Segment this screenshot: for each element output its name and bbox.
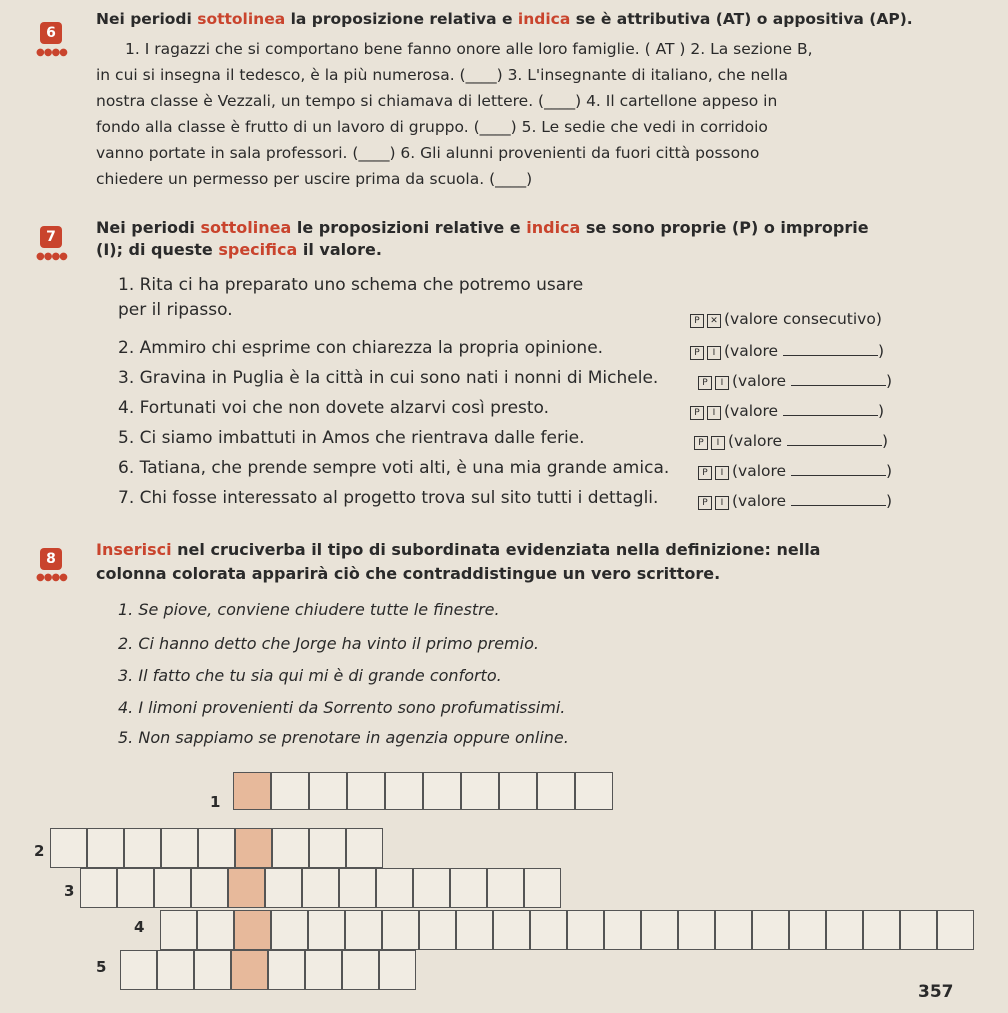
close-paren: ) <box>878 342 885 360</box>
crossword-cell[interactable] <box>233 772 271 810</box>
ex7-item-5: 5. Ci siamo imbattuti in Amos che rientrava dalle ferie. <box>118 428 585 448</box>
crossword-cell[interactable] <box>272 828 309 868</box>
crossword-cell[interactable] <box>493 910 530 950</box>
crossword-cell[interactable] <box>198 828 235 868</box>
valore-label: (valore <box>728 432 783 450</box>
crossword-cell[interactable] <box>271 910 308 950</box>
ex7-item-6: 6. Tatiana, che prende sempre voti alti, è una mia grande amica. <box>118 458 670 478</box>
crossword-cell[interactable] <box>487 868 524 908</box>
close-paren: ) <box>886 372 893 390</box>
crossword-cell[interactable] <box>308 910 345 950</box>
crossword-row-label-1: 1 <box>210 793 221 811</box>
checkbox-improprie[interactable]: I <box>707 346 721 360</box>
ex7-item-7: 7. Chi fosse interessato al progetto trova sul sito tutti i dettagli. <box>118 488 659 508</box>
ex7-item-3-answer <box>698 372 892 390</box>
ex7-item-7-answer <box>698 492 892 510</box>
valore-label: (valore <box>724 342 779 360</box>
crossword-cell[interactable] <box>604 910 641 950</box>
crossword-cell[interactable] <box>346 828 383 868</box>
crossword-cell[interactable] <box>80 868 117 908</box>
ex6-line-4: fondo alla classe è frutto di un lavoro di gruppo. (____) 5. Le sedie che vedi in corridoio <box>96 118 768 136</box>
heading-keyword: indica <box>526 218 581 237</box>
crossword-row-label-4: 4 <box>134 918 145 936</box>
crossword-cell[interactable] <box>900 910 937 950</box>
checkbox-improprie[interactable]: I <box>715 466 729 480</box>
ex6-line-2: in cui si insegna il tedesco, è la più numerosa. (____) 3. L'insegnante di italiano, che nella <box>96 66 788 84</box>
crossword-cell[interactable] <box>379 950 416 990</box>
close-paren: ) <box>878 402 885 420</box>
crossword-cell[interactable] <box>342 950 379 990</box>
heading-keyword: specifica <box>218 240 298 259</box>
crossword-cell[interactable] <box>194 950 231 990</box>
ex8-definition-5: 5. Non sappiamo se prenotare in agenzia oppure online. <box>118 728 569 747</box>
crossword-cell[interactable] <box>789 910 826 950</box>
valore-blank[interactable] <box>783 415 878 416</box>
valore-blank[interactable] <box>787 445 882 446</box>
heading-part: nel cruciverba il tipo di subordinata evidenziata nella definizione: nella <box>171 540 821 559</box>
crossword-cell[interactable] <box>376 868 413 908</box>
crossword-cell[interactable] <box>678 910 715 950</box>
crossword-cell[interactable] <box>423 772 461 810</box>
valore-label: (valore <box>732 372 787 390</box>
crossword-cell[interactable] <box>752 910 789 950</box>
checkbox-improprie[interactable]: I <box>707 406 721 420</box>
checkbox-improprie[interactable]: I <box>715 376 729 390</box>
crossword-cell[interactable] <box>937 910 974 950</box>
checkbox-improprie[interactable]: I <box>715 496 729 510</box>
ex8-definition-3: 3. Il fatto che tu sia qui mi è di grande conforto. <box>118 666 502 685</box>
close-paren: ) <box>886 492 893 510</box>
page-number: 357 <box>918 982 954 1002</box>
crossword-row-label-5: 5 <box>96 958 107 976</box>
valore-blank[interactable] <box>791 505 886 506</box>
crossword-cell[interactable] <box>450 868 487 908</box>
exercise-6-heading <box>96 10 913 28</box>
ex7-item-2: 2. Ammiro chi esprime con chiarezza la propria opinione. <box>118 338 604 358</box>
crossword-cell[interactable] <box>265 868 302 908</box>
answer-value: (valore consecutivo) <box>724 310 882 328</box>
crossword-cell[interactable] <box>268 950 305 990</box>
heading-part: (I); di queste <box>96 240 219 259</box>
checkbox-proprie[interactable]: P <box>694 436 708 450</box>
crossword-cell[interactable] <box>413 868 450 908</box>
heading-part: le proposizioni relative e <box>291 218 527 237</box>
crossword-cell[interactable] <box>234 910 271 950</box>
crossword-cell[interactable] <box>575 772 613 810</box>
difficulty-dots-icon: ●●●● <box>36 572 67 583</box>
checkbox-proprie[interactable]: P <box>698 466 712 480</box>
exercise-6-badge: 6 <box>40 22 62 44</box>
crossword-cell[interactable] <box>524 868 561 908</box>
ex6-line-3: nostra classe è Vezzali, un tempo si chiamava di lettere. (____) 4. Il cartellone appeso in <box>96 92 778 110</box>
crossword-cell[interactable] <box>419 910 456 950</box>
crossword-row-label-2: 2 <box>34 842 45 860</box>
heading-part: se sono proprie (P) o improprie <box>580 218 869 237</box>
crossword-cell[interactable] <box>382 910 419 950</box>
crossword-cell[interactable] <box>309 828 346 868</box>
heading-part: Nei periodi <box>96 10 198 28</box>
crossword-cell[interactable] <box>120 950 157 990</box>
crossword-cell[interactable] <box>87 828 124 868</box>
exercise-7-badge: 7 <box>40 226 62 248</box>
ex7-item-5-answer <box>694 432 888 450</box>
crossword-cell[interactable] <box>499 772 537 810</box>
ex7-item-6-answer <box>698 462 892 480</box>
ex7-item-1-line-1: 1. Rita ci ha preparato uno schema che potremo usare <box>118 275 584 295</box>
heading-part: Nei periodi <box>96 218 201 237</box>
crossword-cell[interactable] <box>117 868 154 908</box>
valore-label: (valore <box>732 492 787 510</box>
ex6-line-1: 1. I ragazzi che si comportano bene fanno onore alle loro famiglie. ( AT ) 2. La sezione B, <box>125 40 813 58</box>
ex7-item-4-answer <box>690 402 884 420</box>
crossword-cell[interactable] <box>567 910 604 950</box>
ex6-line-6: chiedere un permesso per uscire prima da scuola. (____) <box>96 170 533 188</box>
heading-part: il valore. <box>297 240 382 259</box>
checkbox-proprie[interactable]: P <box>690 406 704 420</box>
crossword-cell[interactable] <box>537 772 575 810</box>
ex6-line-5: vanno portate in sala professori. (____) 6. Gli alunni provenienti da fuori città possono <box>96 144 760 162</box>
checkbox-proprie[interactable]: P <box>690 346 704 360</box>
crossword-cell[interactable] <box>456 910 493 950</box>
checkbox-proprie[interactable]: P <box>698 496 712 510</box>
crossword-cell[interactable] <box>530 910 567 950</box>
checkbox-improprie-checked[interactable]: ✕ <box>707 314 721 328</box>
close-paren: ) <box>886 462 893 480</box>
ex7-item-1-answer <box>690 310 882 328</box>
crossword-row-label-3: 3 <box>64 882 75 900</box>
crossword-cell[interactable] <box>302 868 339 908</box>
valore-blank[interactable] <box>783 355 878 356</box>
valore-label: (valore <box>724 402 779 420</box>
ex7-item-3: 3. Gravina in Puglia è la città in cui sono nati i nonni di Michele. <box>118 368 659 388</box>
difficulty-dots-icon: ●●●● <box>36 47 67 58</box>
crossword-cell[interactable] <box>345 910 382 950</box>
crossword-cell[interactable] <box>231 950 268 990</box>
heading-keyword: Inserisci <box>96 540 172 559</box>
ex7-item-4: 4. Fortunati voi che non dovete alzarvi così presto. <box>118 398 550 418</box>
heading-keyword: sottolinea <box>197 10 286 28</box>
valore-label: (valore <box>732 462 787 480</box>
crossword-cell[interactable] <box>50 828 87 868</box>
exercise-8-heading-2: colonna colorata apparirà ciò che contraddistingue un vero scrittore. <box>96 564 721 583</box>
crossword-cell[interactable] <box>271 772 309 810</box>
close-paren: ) <box>882 432 889 450</box>
exercise-8-heading <box>96 540 820 559</box>
crossword-cell[interactable] <box>154 868 191 908</box>
ex8-definition-4: 4. I limoni provenienti da Sorrento sono profumatissimi. <box>118 698 566 717</box>
valore-blank[interactable] <box>791 475 886 476</box>
heading-keyword: sottolinea <box>200 218 292 237</box>
crossword-cell[interactable] <box>124 828 161 868</box>
ex7-item-2-answer <box>690 342 884 360</box>
heading-part: la proposizione relativa e <box>285 10 518 28</box>
crossword-cell[interactable] <box>305 950 342 990</box>
checkbox-proprie[interactable]: P <box>698 376 712 390</box>
crossword-cell[interactable] <box>715 910 752 950</box>
difficulty-dots-icon: ●●●● <box>36 251 67 262</box>
crossword-cell[interactable] <box>235 828 272 868</box>
crossword-cell[interactable] <box>826 910 863 950</box>
crossword-cell[interactable] <box>309 772 347 810</box>
crossword-cell[interactable] <box>641 910 678 950</box>
exercise-8-badge: 8 <box>40 548 62 570</box>
crossword-cell[interactable] <box>228 868 265 908</box>
valore-blank[interactable] <box>791 385 886 386</box>
checkbox-improprie[interactable]: I <box>711 436 725 450</box>
checkbox-proprie[interactable]: P <box>690 314 704 328</box>
crossword-cell[interactable] <box>160 910 197 950</box>
exercise-7-heading <box>96 218 869 237</box>
crossword-cell[interactable] <box>197 910 234 950</box>
crossword-cell[interactable] <box>347 772 385 810</box>
heading-part: se è attributiva (AT) o appositiva (AP). <box>570 10 913 28</box>
crossword-cell[interactable] <box>191 868 228 908</box>
crossword-cell[interactable] <box>157 950 194 990</box>
heading-keyword: indica <box>517 10 571 28</box>
crossword-cell[interactable] <box>385 772 423 810</box>
crossword-cell[interactable] <box>161 828 198 868</box>
ex7-item-1-line-2: per il ripasso. <box>118 300 233 320</box>
ex8-definition-1: 1. Se piove, conviene chiudere tutte le finestre. <box>118 600 500 619</box>
crossword-cell[interactable] <box>863 910 900 950</box>
exercise-7-heading-2 <box>96 240 382 259</box>
crossword-cell[interactable] <box>339 868 376 908</box>
ex8-definition-2: 2. Ci hanno detto che Jorge ha vinto il primo premio. <box>118 634 539 653</box>
crossword-cell[interactable] <box>461 772 499 810</box>
